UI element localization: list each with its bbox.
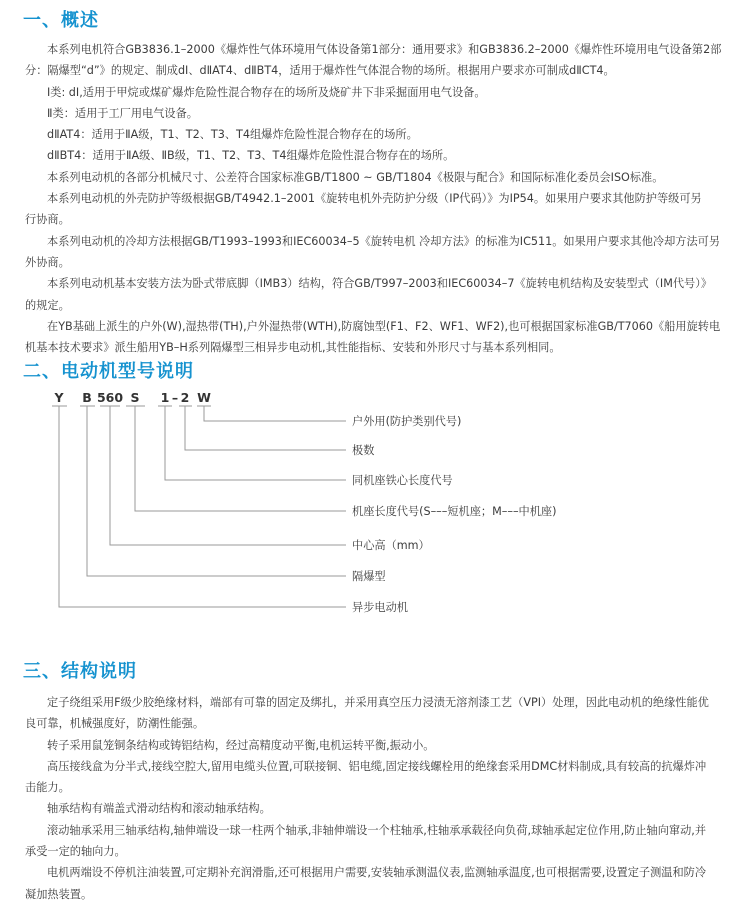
paragraph-line: 轴承结构有端盖式滑动结构和滚动轴承结构。 (47, 802, 271, 816)
paragraph-line: 击能力。 (25, 781, 70, 795)
connector-line (135, 406, 346, 511)
code-y: Y (54, 390, 64, 405)
connector-line (165, 406, 346, 480)
code-dash: – (171, 390, 179, 405)
label-explosion-proof: 隔爆型 (352, 570, 386, 583)
code-560: 560 (96, 390, 124, 405)
paragraph-line: Ⅱ类：适用于工厂用电气设备。 (47, 106, 198, 120)
paragraph-line: 本系列电动机的各部分机械尺寸、公差符合国家标准GB/T1800 ~ GB/T1804《极限与配合》和国际标准化委员会ISO标准。 (47, 170, 664, 184)
paragraph-line: 定子绕组采用F级少胶绝缘材料，端部有可靠的固定及绑扎，并采用真空压力浸渍无溶剂漆工艺（VPI）处理，因此电动机的绝缘性能优 (47, 696, 709, 709)
paragraph-line: 分：隔爆型“d”》的规定、制成dⅠ、dⅡAT4、dⅡBT4，适用于爆炸性气体混合物的场所。根据用户要求亦可制成dⅡCT4。 (25, 64, 615, 78)
code-w: W (197, 390, 211, 405)
paragraph-line: 行协商。 (25, 213, 70, 227)
paragraph-line: 外协商。 (25, 255, 70, 269)
code-1: 1 (160, 390, 170, 405)
connector-line (59, 406, 346, 607)
connector-line (110, 406, 346, 545)
section-title-overview: 一、概述 (23, 10, 99, 31)
section-title-structure: 三、结构说明 (23, 661, 137, 682)
paragraph-line: 滚动轴承采用三轴承结构,轴伸端设一球一柱两个轴承,非轴伸端设一个柱轴承,柱轴承承载径向负荷,球轴承起定位作用,防止轴向窜动,并 (47, 823, 707, 837)
paragraph-line: 电机两端设不停机注油装置,可定期补充润滑脂,还可根据用户需要,安装轴承测温仪表,监测轴承温度,也可根据需要,设置定子测温和防冷 (47, 866, 707, 880)
paragraph-line: Ⅰ类: dⅠ,适用于甲烷或煤矿爆炸危险性混合物存在的场所及烧矿井下非采掘面用电气设备。 (47, 85, 486, 99)
paragraph-line: 本系列电动机的冷却方法根据GB/T1993–1993和IEC60034–5《旋转电机 冷却方法》的标准为IC511。如果用户要求其他冷却方法可另 (47, 234, 721, 248)
label-poles: 极数 (352, 444, 375, 457)
paragraph-line: 良可靠，机械强度好，防潮性能强。 (25, 717, 205, 731)
paragraph-line: 转子采用鼠笼铜条结构或铸铝结构，经过高精度动平衡,电机运转平衡,振动小。 (47, 738, 435, 752)
connector-line (204, 406, 346, 421)
label-async-motor: 异步电动机 (352, 601, 408, 614)
paragraph-line: 本系列电机符合GB3836.1–2000《爆炸性气体环境用气体设备第1部分：通用要求》和GB3836.2–2000《爆炸性环境用电气设备第2部 (47, 43, 722, 56)
paragraph-line: 本系列电动机的外壳防护等级根据GB/T4942.1–2001《旋转电机外壳防护分级（IP代码）》为IP54。如果用户要求其他防护等级可另 (47, 192, 702, 206)
structure-body (25, 692, 729, 905)
code-2: 2 (180, 390, 190, 405)
code-b: B (82, 390, 92, 405)
paragraph-line: dⅡAT4：适用于ⅡA级，T1、T2、T3、T4组爆炸危险性混合物存在的场所。 (47, 128, 418, 142)
paragraph-line: 的规定。 (25, 298, 70, 312)
overview-body (25, 39, 729, 358)
paragraph-line: 凝加热装置。 (25, 887, 93, 901)
model-code-diagram (0, 385, 750, 625)
paragraph-line: dⅡBT4：适用于ⅡA级、ⅡB级，T1、T2、T3、T4组爆炸危险性混合物存在的场所。 (47, 149, 455, 163)
paragraph-line: 本系列电动机基本安装方法为卧式带底脚（IMB3）结构，符合GB/T997–2003和IEC60034–7《旋转电机结构及安装型式（IM代号）》 (47, 277, 713, 291)
connector-line (87, 406, 346, 576)
paragraph-line: 机基本技术要求》派生船用YB–H系列隔爆型三相异步电动机,其性能指标、安装和外形尺寸与基本系列相同。 (25, 341, 561, 355)
paragraph-line: 在YB基础上派生的户外(W),湿热带(TH),户外湿热带(WTH),防腐蚀型(F1、F2、WF1、WF2),也可根据国家标准GB/T7060《船用旋转电 (47, 319, 721, 333)
code-s: S (130, 390, 140, 405)
label-outdoor: 户外用(防护类别代号) (352, 415, 462, 428)
paragraph-line: 承受一定的轴向力。 (25, 845, 126, 859)
label-core-length: 同机座铁心长度代号 (352, 474, 453, 487)
connector-line (185, 406, 346, 450)
paragraph-line: 高压接线盒为分半式,接线空腔大,留用电缆头位置,可联接铜、铝电缆,固定接线螺栓用的绝缘套采用DMC材料制成,具有较高的抗爆炸冲 (47, 759, 707, 773)
label-frame-length: 机座长度代号(S–––短机座；M–––中机座) (352, 505, 557, 518)
label-center-height: 中心高（mm） (352, 539, 430, 552)
section-title-model-explanation: 二、电动机型号说明 (23, 361, 194, 382)
